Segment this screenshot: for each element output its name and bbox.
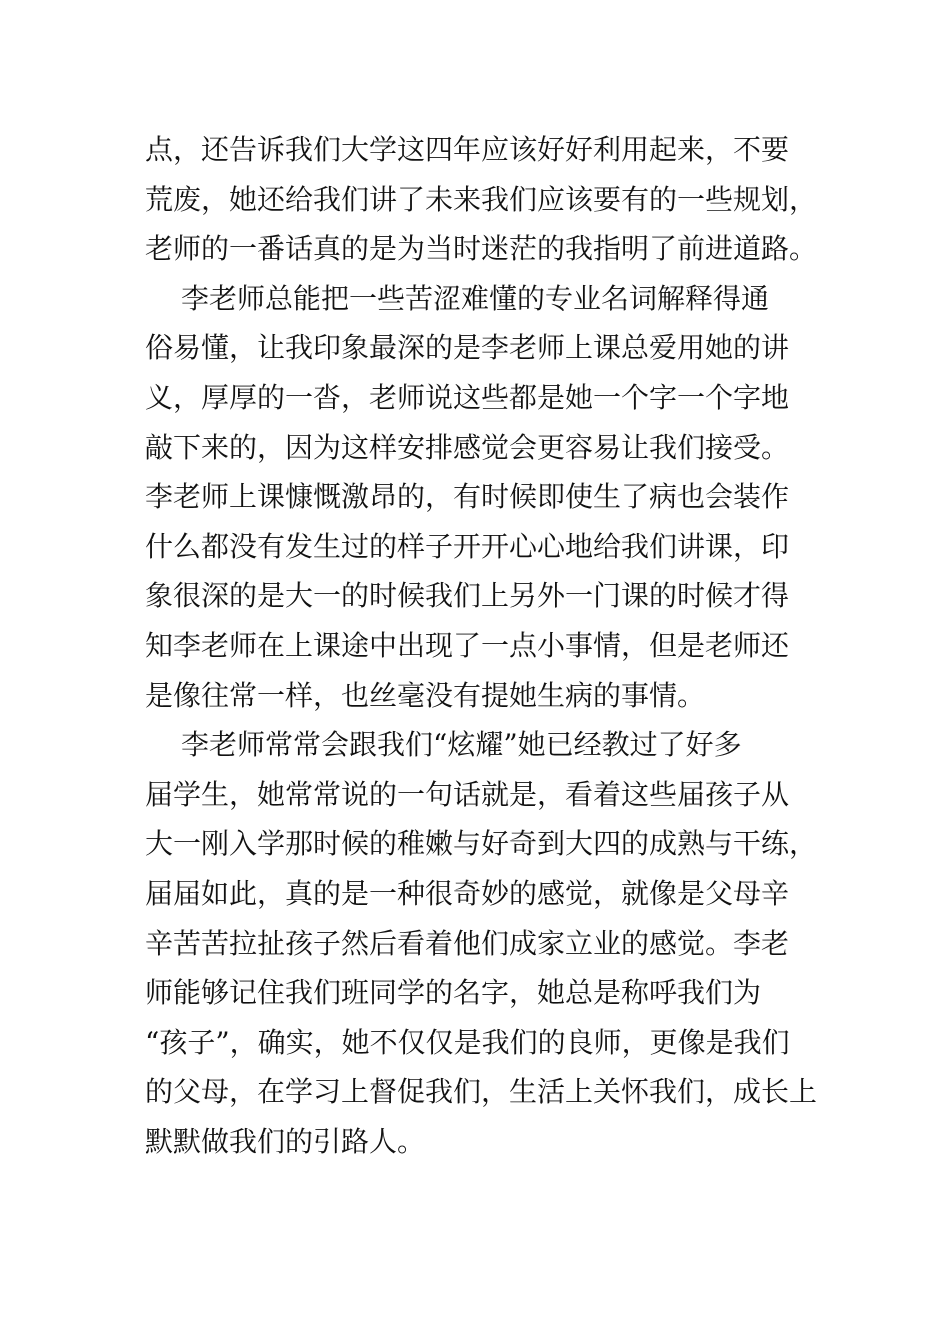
text-line: 届届如此，真的是一种很奇妙的感觉，就像是父母辛 bbox=[145, 876, 790, 910]
text-line: 义，厚厚的一沓，老师说这些都是她一个字一个字地 bbox=[145, 380, 790, 414]
text-line: 是像往常一样，也丝毫没有提她生病的事情。 bbox=[145, 678, 706, 712]
text-line: 李老师上课慷慨激昂的，有时候即使生了病也会装作 bbox=[145, 480, 790, 514]
text-line: 点，还告诉我们大学这四年应该好好利用起来，不要 bbox=[145, 133, 790, 166]
text-line: 俗易懂，让我印象最深的是李老师上课总爱用她的讲 bbox=[145, 331, 790, 365]
text-line: 届学生，她常常说的一句话就是，看着这些届孩子从 bbox=[145, 777, 790, 811]
text-line: 默默做我们的引路人。 bbox=[145, 1124, 426, 1158]
paragraph-first-line: 李老师总能把一些苦涩难懂的专业名词解释得通 bbox=[181, 281, 770, 315]
text-line: 荒废，她还给我们讲了未来我们应该要有的一些规划， bbox=[145, 182, 818, 216]
text-line: 师能够记住我们班同学的名字，她总是称呼我们为 bbox=[145, 976, 762, 1010]
text-line: “孩子”，确实，她不仅仅是我们的良师，更像是我们 bbox=[145, 1025, 790, 1059]
text-line: 敲下来的，因为这样安排感觉会更容易让我们接受。 bbox=[145, 430, 790, 464]
text-line: 的父母，在学习上督促我们，生活上关怀我们，成长上 bbox=[145, 1075, 818, 1109]
text-line: 大一刚入学那时候的稚嫩与好奇到大四的成熟与干练， bbox=[145, 827, 818, 861]
paragraph-first-line: 李老师常常会跟我们“炫耀”她已经教过了好多 bbox=[181, 728, 742, 762]
document-body bbox=[145, 125, 835, 1166]
text-line: 象很深的是大一的时候我们上另外一门课的时候才得 bbox=[145, 579, 790, 613]
text-line: 老师的一番话真的是为当时迷茫的我指明了前进道路。 bbox=[145, 232, 818, 266]
text-line: 什么都没有发生过的样子开开心心地给我们讲课，印 bbox=[145, 529, 790, 563]
text-line: 知李老师在上课途中出现了一点小事情，但是老师还 bbox=[145, 628, 790, 662]
text-line: 辛苦苦拉扯孩子然后看着他们成家立业的感觉。李老 bbox=[145, 926, 790, 960]
